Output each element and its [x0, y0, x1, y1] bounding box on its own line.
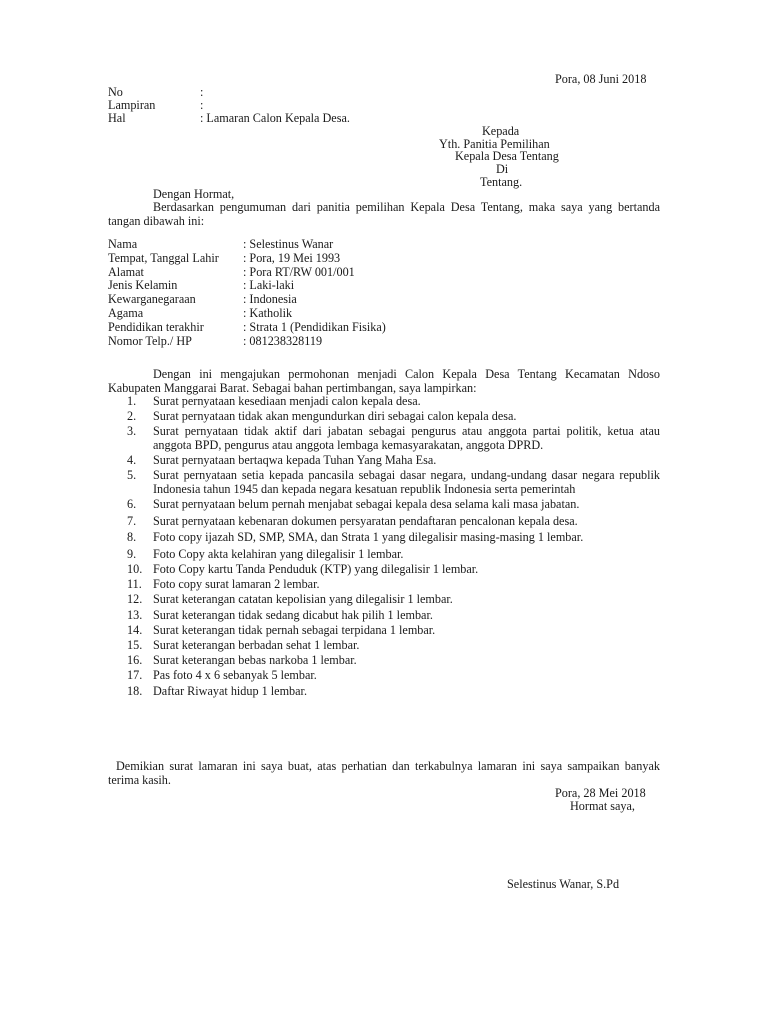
greeting: Dengan Hormat, — [153, 187, 235, 201]
list-item-text: Foto copy surat lamaran 2 lembar. — [153, 577, 320, 592]
list-item — [108, 578, 660, 592]
list-item-number: 15. — [127, 638, 143, 653]
list-item-number: 5. — [127, 468, 137, 483]
list-item — [108, 609, 660, 623]
field-label: Nomor Telp./ HP — [108, 333, 192, 348]
field-value: : Pora, 19 Mei 1993 — [243, 250, 341, 265]
list-item-number: 11. — [127, 577, 142, 592]
list-item — [108, 410, 660, 424]
recipient-line-di: Di — [496, 162, 509, 176]
list-item — [108, 395, 660, 409]
intro-text: Berdasarkan pengumuman dari panitia pemilihan Kepala Desa Tentang, maka saya yang bertanda tangan dibawah ini: — [108, 200, 660, 228]
intro-paragraph — [108, 200, 660, 228]
list-item — [108, 639, 660, 653]
attachments-list — [108, 395, 660, 700]
list-item — [108, 685, 660, 699]
field-value: : Selestinus Wanar — [243, 237, 334, 251]
list-item — [108, 548, 660, 562]
list-item-number: 17. — [127, 668, 143, 683]
field-value: : Laki-laki — [243, 278, 295, 293]
list-item-number: 18. — [127, 683, 143, 698]
list-item-text: Foto Copy akta kelahiran yang dilegalisir 1 lembar. — [153, 546, 404, 561]
list-item-text: Surat keterangan tidak pernah sebagai terpidana 1 lembar. — [153, 622, 436, 637]
field-label: Kewarganegaraan — [108, 292, 196, 307]
list-item-number: 9. — [127, 546, 137, 561]
list-item — [108, 669, 660, 683]
list-item-number: 14. — [127, 622, 143, 637]
field-label: Alamat — [108, 264, 144, 279]
list-item-number: 8. — [127, 530, 137, 545]
list-item — [108, 563, 660, 577]
list-item-number: 10. — [127, 562, 143, 577]
letter-date-top: Pora, 08 Juni 2018 — [555, 72, 647, 86]
list-item-number: 3. — [127, 424, 137, 439]
list-item — [108, 515, 660, 529]
list-item-text: Foto Copy kartu Tanda Penduduk (KTP) yang dilegalisir 1 lembar. — [153, 562, 479, 577]
list-item-text: Foto copy ijazah SD, SMP, SMA, dan Strata 1 yang dilegalisir masing-masing 1 lembar. — [153, 530, 584, 545]
list-item-number: 2. — [127, 409, 137, 424]
list-item-text: Surat pernyataan kesediaan menjadi calon kepala desa. — [153, 394, 421, 408]
closing-paragraph — [108, 759, 660, 787]
closing-text: Demikian surat lamaran ini saya buat, atas perhatian dan terkabulnya lamaran ini saya sampaikan banyak terima kasih. — [108, 759, 660, 787]
field-label: Nama — [108, 237, 138, 251]
list-item-text: Surat pernyataan tidak akan mengundurkan diri sebagai calon kepala desa. — [153, 409, 517, 424]
list-item-text: Surat keterangan catatan kepolisian yang dilegalisir 1 lembar. — [153, 592, 453, 607]
list-item-text: Surat pernyataan kebenaran dokumen persyaratan pendaftaran pencalonan kepala desa. — [153, 513, 578, 528]
field-value: : Indonesia — [243, 292, 297, 307]
list-item-number: 1. — [127, 394, 137, 408]
letter-date-bottom: Pora, 28 Mei 2018 — [555, 786, 646, 800]
list-item — [108, 624, 660, 638]
recipient-line-kepala-desa: Kepala Desa Tentang — [455, 149, 559, 163]
field-label: Agama — [108, 305, 144, 320]
meta-value-lampiran: : — [200, 98, 204, 112]
list-item — [108, 531, 660, 545]
meta-value-hal: : Lamaran Calon Kepala Desa. — [200, 111, 350, 125]
meta-label-lampiran: Lampiran — [108, 98, 156, 112]
list-item — [108, 654, 660, 668]
field-label: Jenis Kelamin — [108, 278, 178, 293]
recipient-line-panitia: Yth. Panitia Pemilihan — [439, 137, 550, 151]
list-item-number: 13. — [127, 607, 143, 622]
body-paragraph — [108, 367, 660, 395]
list-item — [108, 454, 660, 468]
field-value: : 081238328119 — [243, 333, 323, 348]
meta-label-hal: Hal — [108, 111, 126, 125]
list-item-number: 6. — [127, 497, 137, 512]
signer-name: Selestinus Wanar, S.Pd — [507, 877, 620, 891]
list-item-number: 4. — [127, 453, 137, 468]
list-item-text: Surat keterangan tidak sedang dicabut hak pilih 1 lembar. — [153, 607, 433, 622]
list-item-text: Surat keterangan bebas narkoba 1 lembar. — [153, 653, 357, 668]
field-value: : Pora RT/RW 001/001 — [243, 264, 355, 279]
list-item-number: 16. — [127, 653, 143, 668]
field-label: Pendidikan terakhir — [108, 319, 204, 334]
list-item-number: 12. — [127, 592, 143, 607]
recipient-line-kepada: Kepada — [482, 124, 520, 138]
list-item — [108, 593, 660, 607]
regards: Hormat saya, — [570, 799, 635, 813]
list-item-text: Surat keterangan berbadan sehat 1 lembar. — [153, 638, 360, 653]
list-item-text: Daftar Riwayat hidup 1 lembar. — [153, 683, 307, 698]
list-item-text: Surat pernyataan belum pernah menjabat sebagai kepala desa selama kali masa jabatan. — [153, 497, 580, 512]
field-value: : Katholik — [243, 305, 293, 320]
list-item-text: Surat pernyataan setia kepada pancasila sebagai dasar negara, undang-undang dasar negara republik Indonesia tahun 1945 dan kepada negara kesatuan republik Indonesia serta pemerintah — [153, 468, 660, 496]
recipient-line-tentang: Tentang. — [480, 175, 523, 189]
list-item-text: Surat pernyataan bertaqwa kepada Tuhan Yang Maha Esa. — [153, 453, 437, 468]
list-item — [108, 469, 660, 496]
meta-label-no: No — [108, 85, 123, 99]
field-label: Tempat, Tanggal Lahir — [108, 250, 219, 265]
body-text: Dengan ini mengajukan permohonan menjadi Calon Kepala Desa Tentang Kecamatan Ndoso Kabupaten Manggarai Barat. Sebagai bahan pertimbangan, saya lampirkan: — [108, 367, 660, 395]
field-value: : Strata 1 (Pendidikan Fisika) — [243, 319, 386, 334]
list-item-number: 7. — [127, 513, 137, 528]
list-item — [108, 425, 660, 452]
list-item-text: Surat pernyataan tidak aktif dari jabatan sebagai pengurus atau anggota partai politik, ketua atau anggota BPD, pengurus atau anggota lembaga kemasyarakatan, anggota DPRD. — [153, 424, 660, 452]
list-item — [108, 498, 660, 512]
list-item-text: Pas foto 4 x 6 sebanyak 5 lembar. — [153, 668, 317, 683]
meta-value-no: : — [200, 85, 204, 99]
